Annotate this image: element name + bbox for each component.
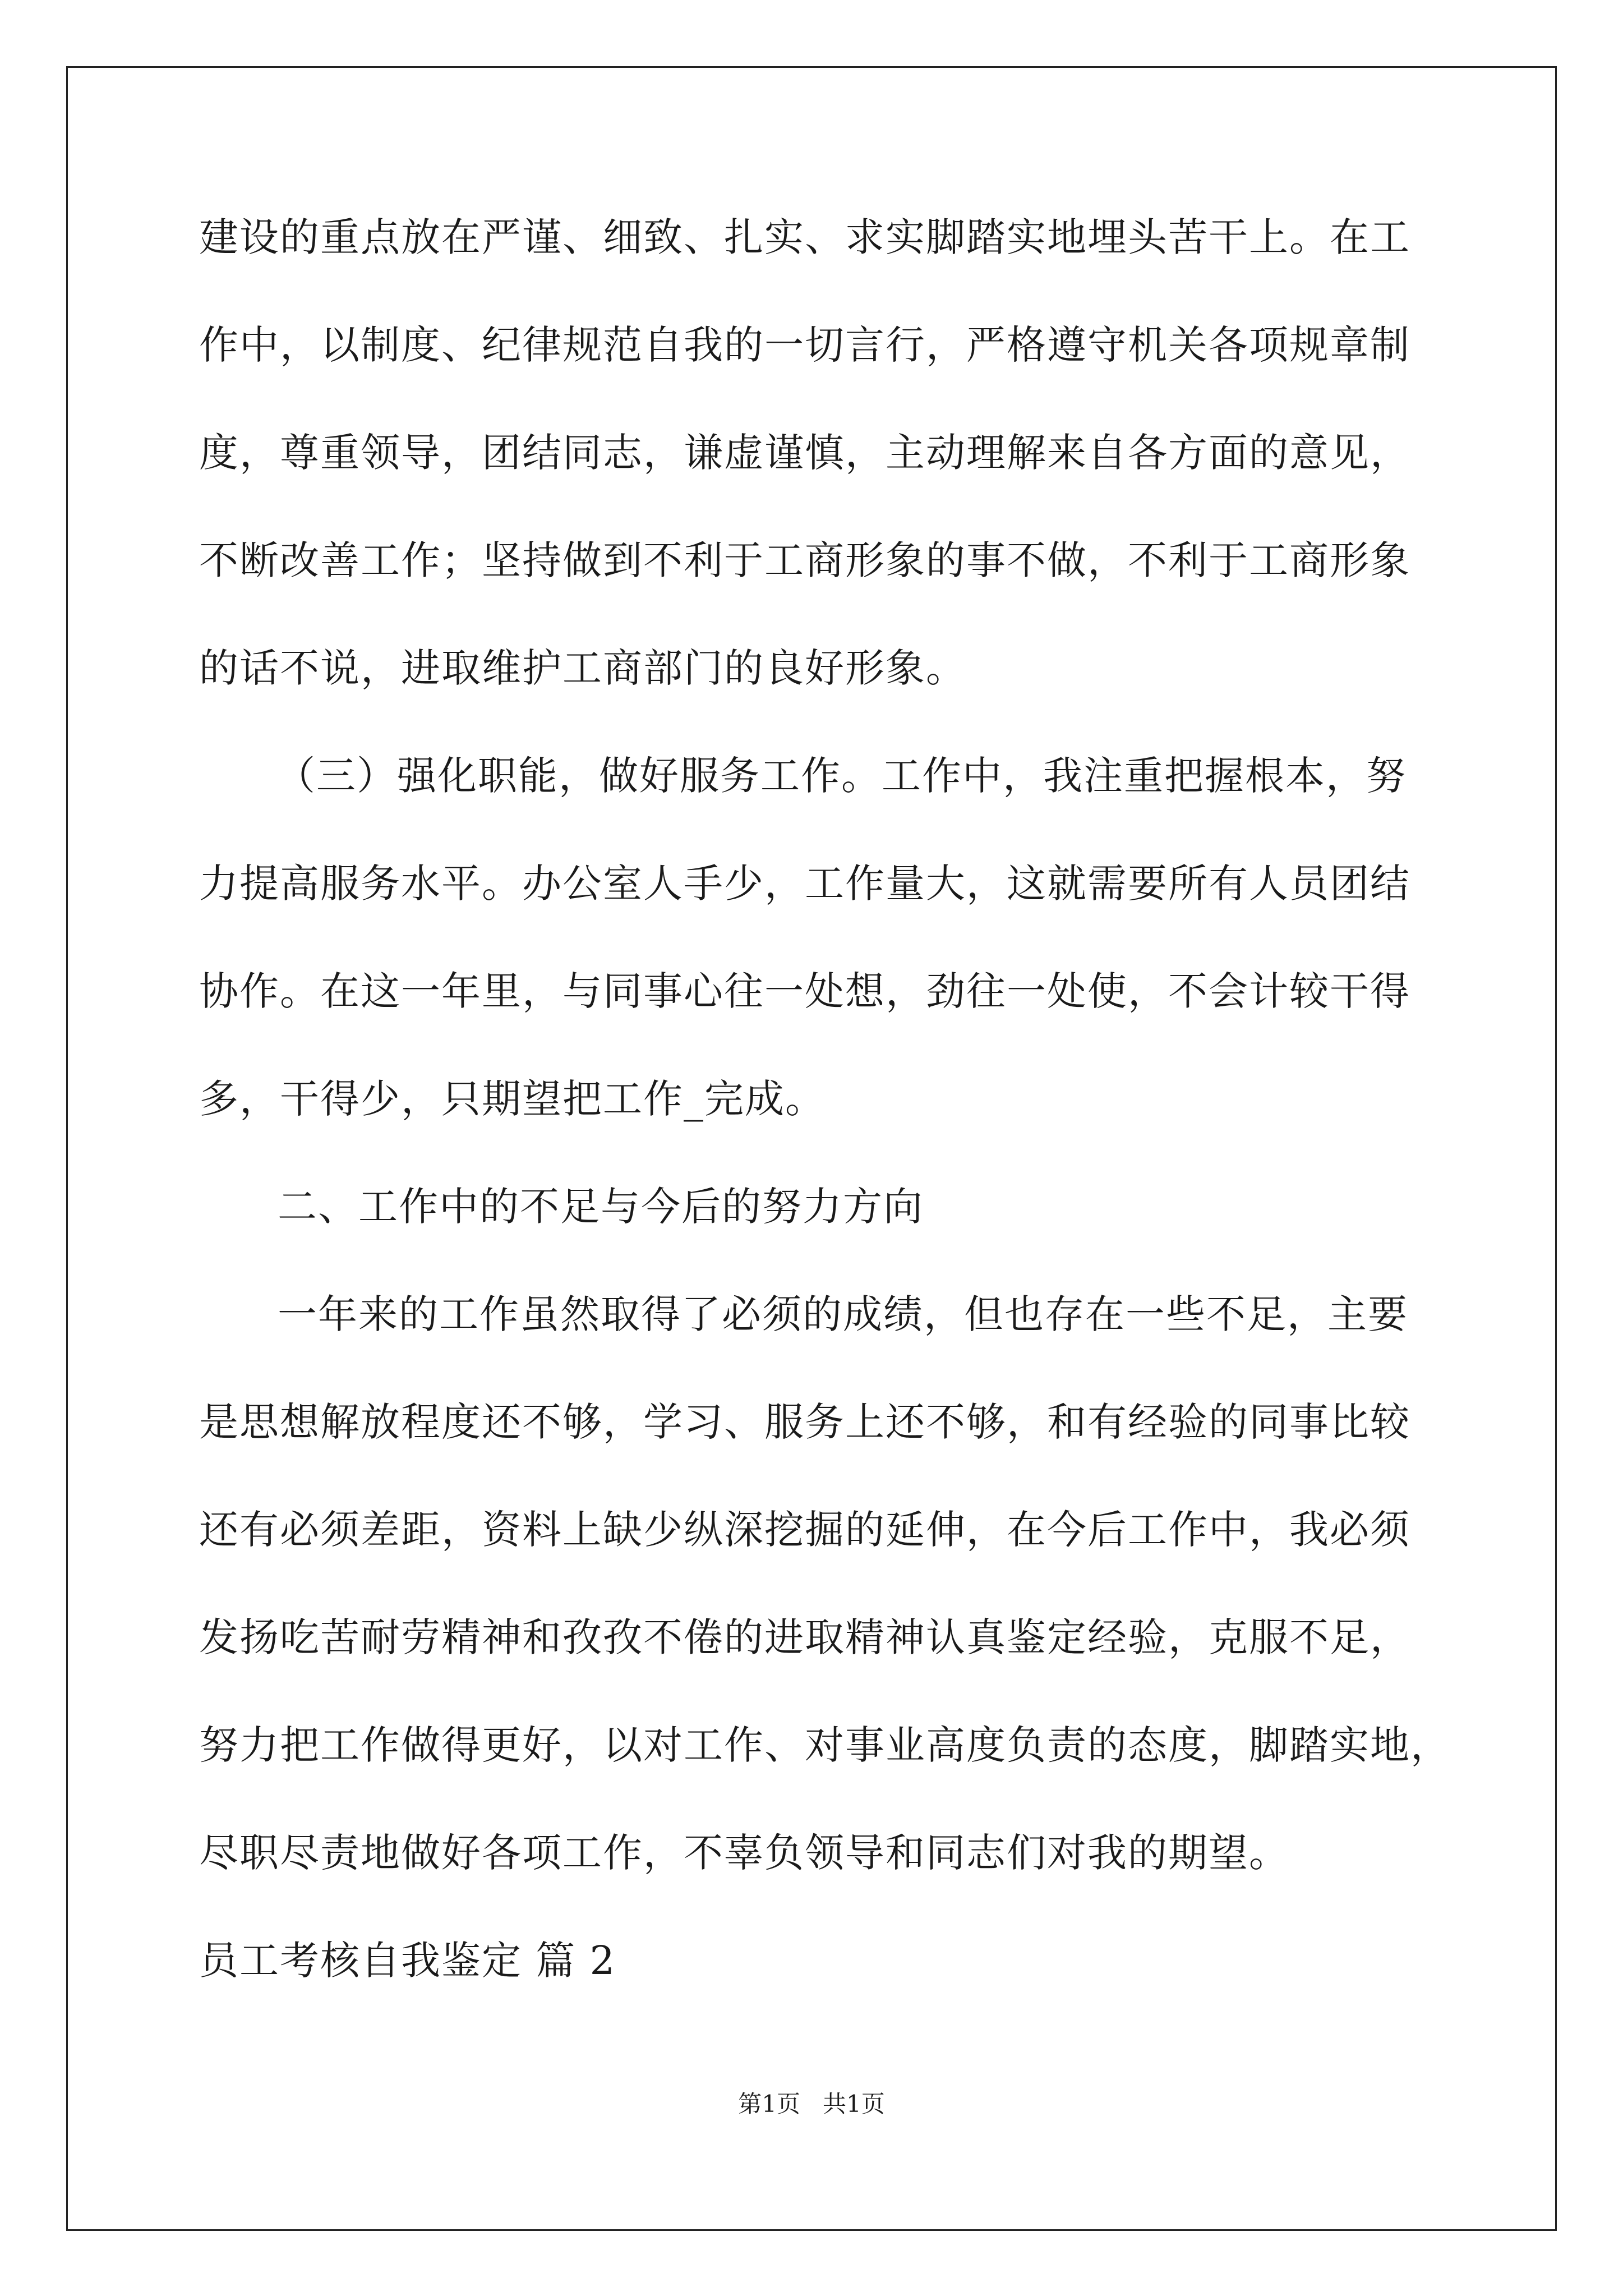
paragraph-line: 的话不说，进取维护工商部门的良好形象。 [199,645,966,691]
paragraph-line: 是思想解放程度还不够，学习、服务上还不够，和有经验的同事比较 [199,1399,1410,1445]
subheading-line: 二、工作中的不足与今后的努力方向 [278,1184,924,1230]
paragraph-line: 还有必须差距，资料上缺少纵深挖掘的延伸，在今后工作中，我必须 [199,1507,1410,1553]
paragraph-line: 协作。在这一年里，与同事心往一处想，劲往一处使，不会计较干得 [199,968,1410,1014]
page-footer: 第1页 共1页 [738,2090,885,2118]
paragraph-line: 力提高服务水平。办公室人手少，工作量大，这就需要所有人员团结 [199,861,1410,907]
paragraph-line: 度，尊重领导，团结同志，谦虚谨慎，主动理解来自各方面的意见， [199,430,1410,476]
paragraph-line: 建设的重点放在严谨、细致、扎实、求实脚踏实地埋头苦干上。在工 [199,214,1410,260]
section-heading: 员工考核自我鉴定 篇 2 [199,1938,616,1984]
paragraph-line: 不断改善工作；坚持做到不利于工商形象的事不做，不利于工商形象 [199,537,1410,583]
paragraph-line: （三）强化职能，做好服务工作。工作中，我注重把握根本，努 [276,753,1407,799]
paragraph-line: 发扬吃苦耐劳精神和孜孜不倦的进取精神认真鉴定经验，克服不足， [199,1614,1410,1660]
paragraph-line: 努力把工作做得更好，以对工作、对事业高度负责的态度，脚踏实地， [199,1722,1451,1768]
paragraph-line: 多，干得少，只期望把工作_完成。 [199,1076,826,1122]
paragraph-line: 作中，以制度、纪律规范自我的一切言行，严格遵守机关各项规章制 [199,322,1410,368]
paragraph-line: 尽职尽责地做好各项工作，不辜负领导和同志们对我的期望。 [199,1830,1289,1876]
document-body [199,212,1455,2043]
paragraph-line: 一年来的工作虽然取得了必须的成绩，但也存在一些不足，主要 [278,1291,1408,1337]
